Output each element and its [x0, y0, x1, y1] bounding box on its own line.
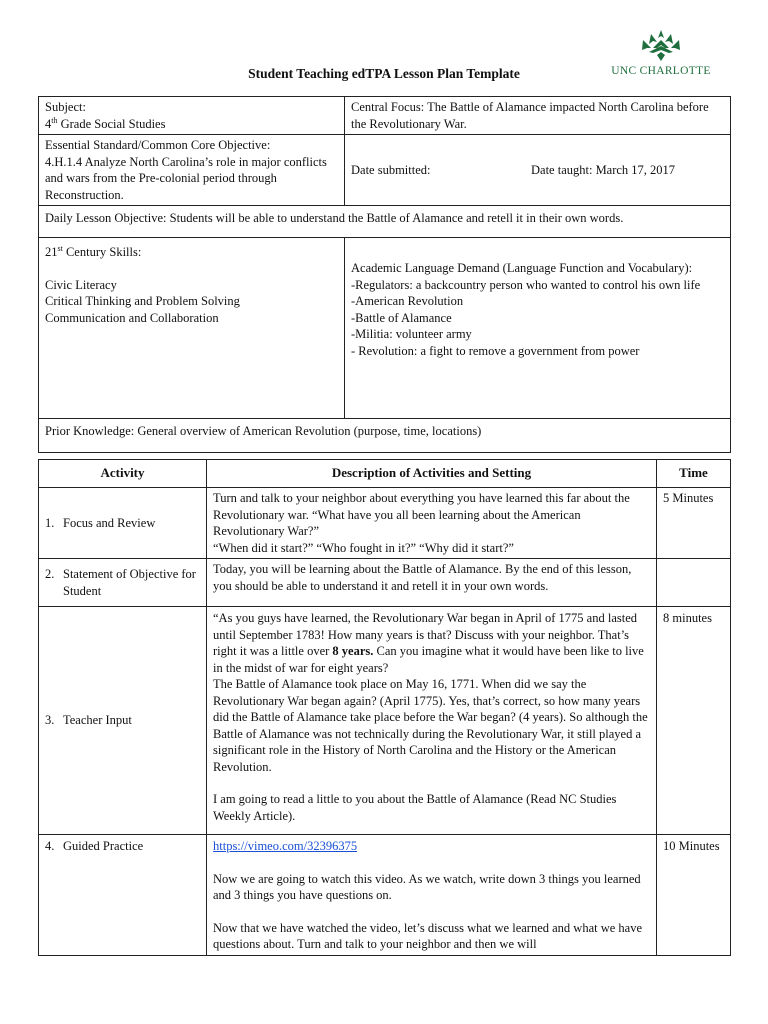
subject-label: Subject:	[45, 100, 86, 114]
header-time: Time	[657, 460, 731, 488]
skill-item: Communication and Collaboration	[45, 310, 219, 325]
activity-cell: 2. Statement of Objective for Student	[39, 559, 207, 607]
activity-name: Focus and Review	[63, 515, 156, 530]
skills-cell	[39, 238, 345, 419]
vocab-item: -Battle of Alamance	[351, 310, 452, 325]
description-cell: https://vimeo.com/32396375 Now we are going to watch this video. As we watch, write down 3 things you learned and 3 things you have questions on. Now that we have watched the video, let’s discuss what we learned and what we have questions about. Turn and talk to your neighbor and then we will	[207, 835, 657, 956]
activity-name: Statement of Objective for Student	[63, 567, 196, 598]
grade-level: 4th Grade Social Studies	[45, 115, 166, 131]
crown-logo-icon	[639, 28, 683, 62]
table-row	[39, 607, 731, 835]
skill-item: Critical Thinking and Problem Solving	[45, 294, 240, 308]
time-cell: 8 minutes	[657, 607, 731, 835]
page-title: Student Teaching edTPA Lesson Plan Template	[248, 66, 520, 81]
description-cell: “As you guys have learned, the Revolutionary War began in April of 1775 and lasted until September 1783! How many years is that? Discuss with your neighbor. That’s right it was a little over 8 years. Can you imagine what it would have been like to live in the midst of war for eight years? The Battle of Alamance took place on May 16, 1771. When did we say the Revolutionary War began again? (April 1775). Yes, that’s correct, so how many years did the Battle of Alamance take place before the War began? (4 years). So although the Battle of Alamance was not technically during the Revolutionary War, it still played a significant role in the History of North Carolina and the History or the American Revolution. I am going to read a little to you about the Battle of Alamance (Read NC Studies Weekly Article).	[207, 607, 657, 835]
table-row	[39, 559, 731, 607]
lesson-info-table	[38, 96, 731, 453]
activity-name: Guided Practice	[63, 839, 144, 853]
time-cell: 10 Minutes	[657, 835, 731, 956]
dates-cell	[345, 135, 731, 206]
academic-language-title: Academic Language Demand (Language Function and Vocabulary):	[351, 261, 693, 275]
time-cell	[657, 559, 731, 607]
skills-heading: 21st Century Skills:	[45, 243, 142, 259]
header-activity: Activity	[39, 460, 207, 488]
date-taught: Date taught: March 17, 2017	[531, 162, 676, 177]
date-submitted: Date submitted:	[351, 162, 431, 177]
academic-language-cell	[345, 238, 731, 419]
video-link[interactable]: https://vimeo.com/32396375	[213, 839, 358, 853]
activity-cell: 1. Focus and Review	[39, 488, 207, 559]
vocab-item: -Regulators: a backcountry person who wanted to control his own life	[351, 277, 701, 292]
vocab-item: - Revolution: a fight to remove a government from power	[351, 343, 640, 358]
skill-item: Civic Literacy	[45, 277, 117, 292]
subject-cell	[39, 97, 345, 135]
table-header-row	[39, 460, 731, 488]
activity-cell: 4. Guided Practice	[39, 835, 207, 956]
prior-knowledge: Prior Knowledge: General overview of American Revolution (purpose, time, locations)	[39, 419, 731, 453]
central-focus: Central Focus: The Battle of Alamance impacted North Carolina before the Revolutionary War.	[345, 97, 731, 135]
vocab-item: -American Revolution	[351, 294, 464, 308]
standard-label: Essential Standard/Common Core Objective:	[45, 138, 271, 152]
vocab-item: -Militia: volunteer army	[351, 327, 472, 341]
table-row	[39, 835, 731, 956]
header-description: Description of Activities and Setting	[207, 460, 657, 488]
logo-text: UNC CHARLOTTE	[611, 65, 711, 77]
activities-table	[38, 459, 731, 956]
description-cell: Turn and talk to your neighbor about everything you have learned this far about the Revolutionary war. “What have you all been learning about the American Revolutionary War?” “When did it start?” “Who fought in it?” “Why did it start?”	[207, 488, 657, 559]
description-cell: Today, you will be learning about the Battle of Alamance. By the end of this lesson, you should be able to understand it and retell it in your own words.	[207, 559, 657, 607]
standard-text: 4.H.1.4 Analyze North Carolina’s role in major conflicts and wars from the Pre-colonial period through Reconstruction.	[45, 154, 327, 202]
activity-cell: 3. Teacher Input	[39, 607, 207, 835]
activity-name: Teacher Input	[63, 713, 132, 728]
daily-objective: Daily Lesson Objective: Students will be able to understand the Battle of Alamance and retell it in their own words.	[39, 206, 731, 238]
table-row	[39, 488, 731, 559]
time-cell: 5 Minutes	[657, 488, 731, 559]
standard-cell	[39, 135, 345, 206]
